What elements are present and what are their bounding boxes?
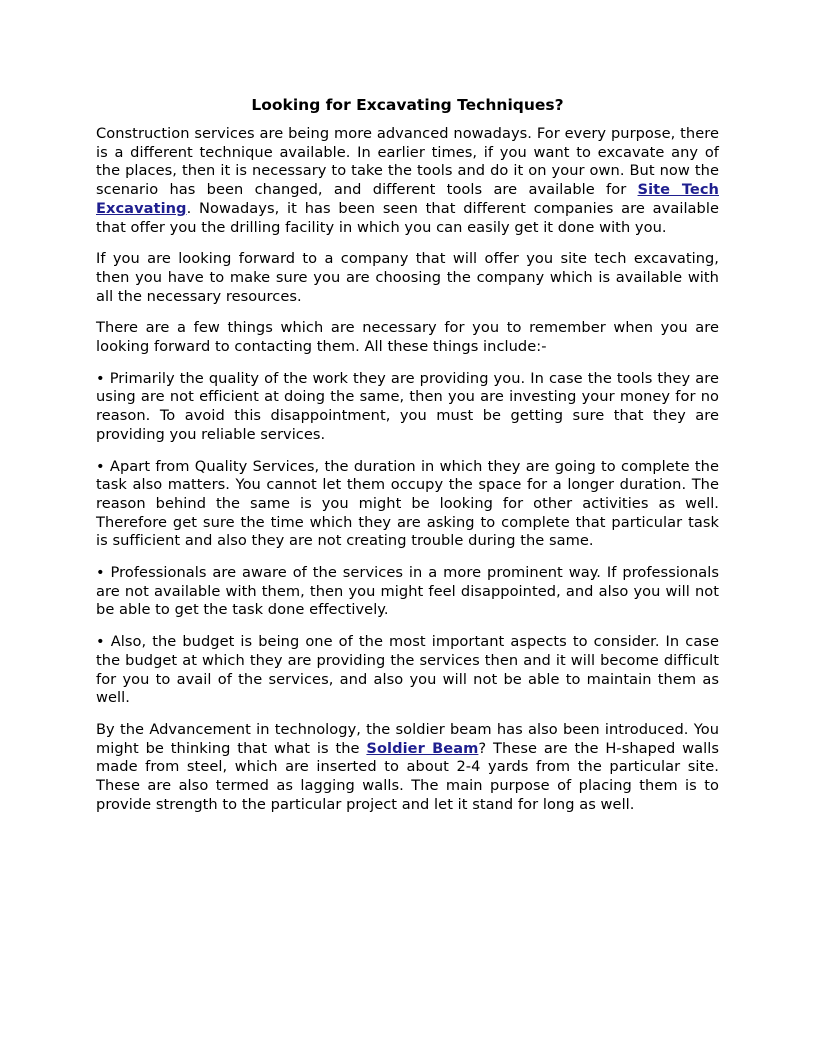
paragraph-intro-text-after: . Nowadays, it has been seen that different companies are available that offer you the drilling facility in which you can easily get it done with you. xyxy=(96,199,719,236)
paragraph-intro-text-before: Construction services are being more advanced nowadays. For every purpose, there is a different technique available. In earlier times, if you want to excavate any of the places, then it is necessary to take the tools and do it on your own. But now the scenario has been changed, and different tools are available for xyxy=(96,125,719,199)
paragraph-soldier-beam xyxy=(96,721,719,815)
bullet-budget: • Also, the budget is being one of the most important aspects to consider. In case the budget at which they are providing the services then and it will become difficult for you to avail of the services, and also you will not be able to maintain them as well. xyxy=(96,633,719,707)
paragraph-soldier-beam-text-after: ? These are the H-shaped walls made from steel, which are inserted to about 2-4 yards from the particular site. These are also termed as lagging walls. The main purpose of placing them is to provide strength to the particular project and let it stand for long as well. xyxy=(96,739,719,813)
document-page xyxy=(96,95,719,828)
paragraph-intro xyxy=(96,125,719,237)
bullet-professionals: • Professionals are aware of the services in a more prominent way. If professionals are not available with them, then you might feel disappointed, and also you will not be able to get the task done effectively. xyxy=(96,564,719,619)
paragraph-soldier-beam-text-before: By the Advancement in technology, the soldier beam has also been introduced. You might be thinking that what is the xyxy=(96,720,719,757)
site-tech-excavating-link[interactable]: Site Tech Excavating xyxy=(96,181,719,217)
soldier-beam-link[interactable]: Soldier Beam xyxy=(366,739,479,757)
bullet-duration: • Apart from Quality Services, the duration in which they are going to complete the task also matters. You cannot let them occupy the space for a longer duration. The reason behind the same is you might be looking for other activities as well. Therefore get sure the time which they are asking to complete that particular task is sufficient and also they are not creating trouble during the same. xyxy=(96,457,719,550)
document-title: Looking for Excavating Techniques? xyxy=(251,96,564,114)
paragraph-things-to-remember: There are a few things which are necessary for you to remember when you are looking forward to contacting them. All these things include:- xyxy=(96,319,719,356)
paragraph-company-choice: If you are looking forward to a company that will offer you site tech excavating, then you have to make sure you are choosing the company which is available with all the necessary resources. xyxy=(96,250,719,305)
bullet-quality: • Primarily the quality of the work they are providing you. In case the tools they are using are not efficient at doing the same, then you are investing your money for no reason. To avoid this disappointment, you must be getting sure that they are providing you reliable services. xyxy=(96,369,719,443)
